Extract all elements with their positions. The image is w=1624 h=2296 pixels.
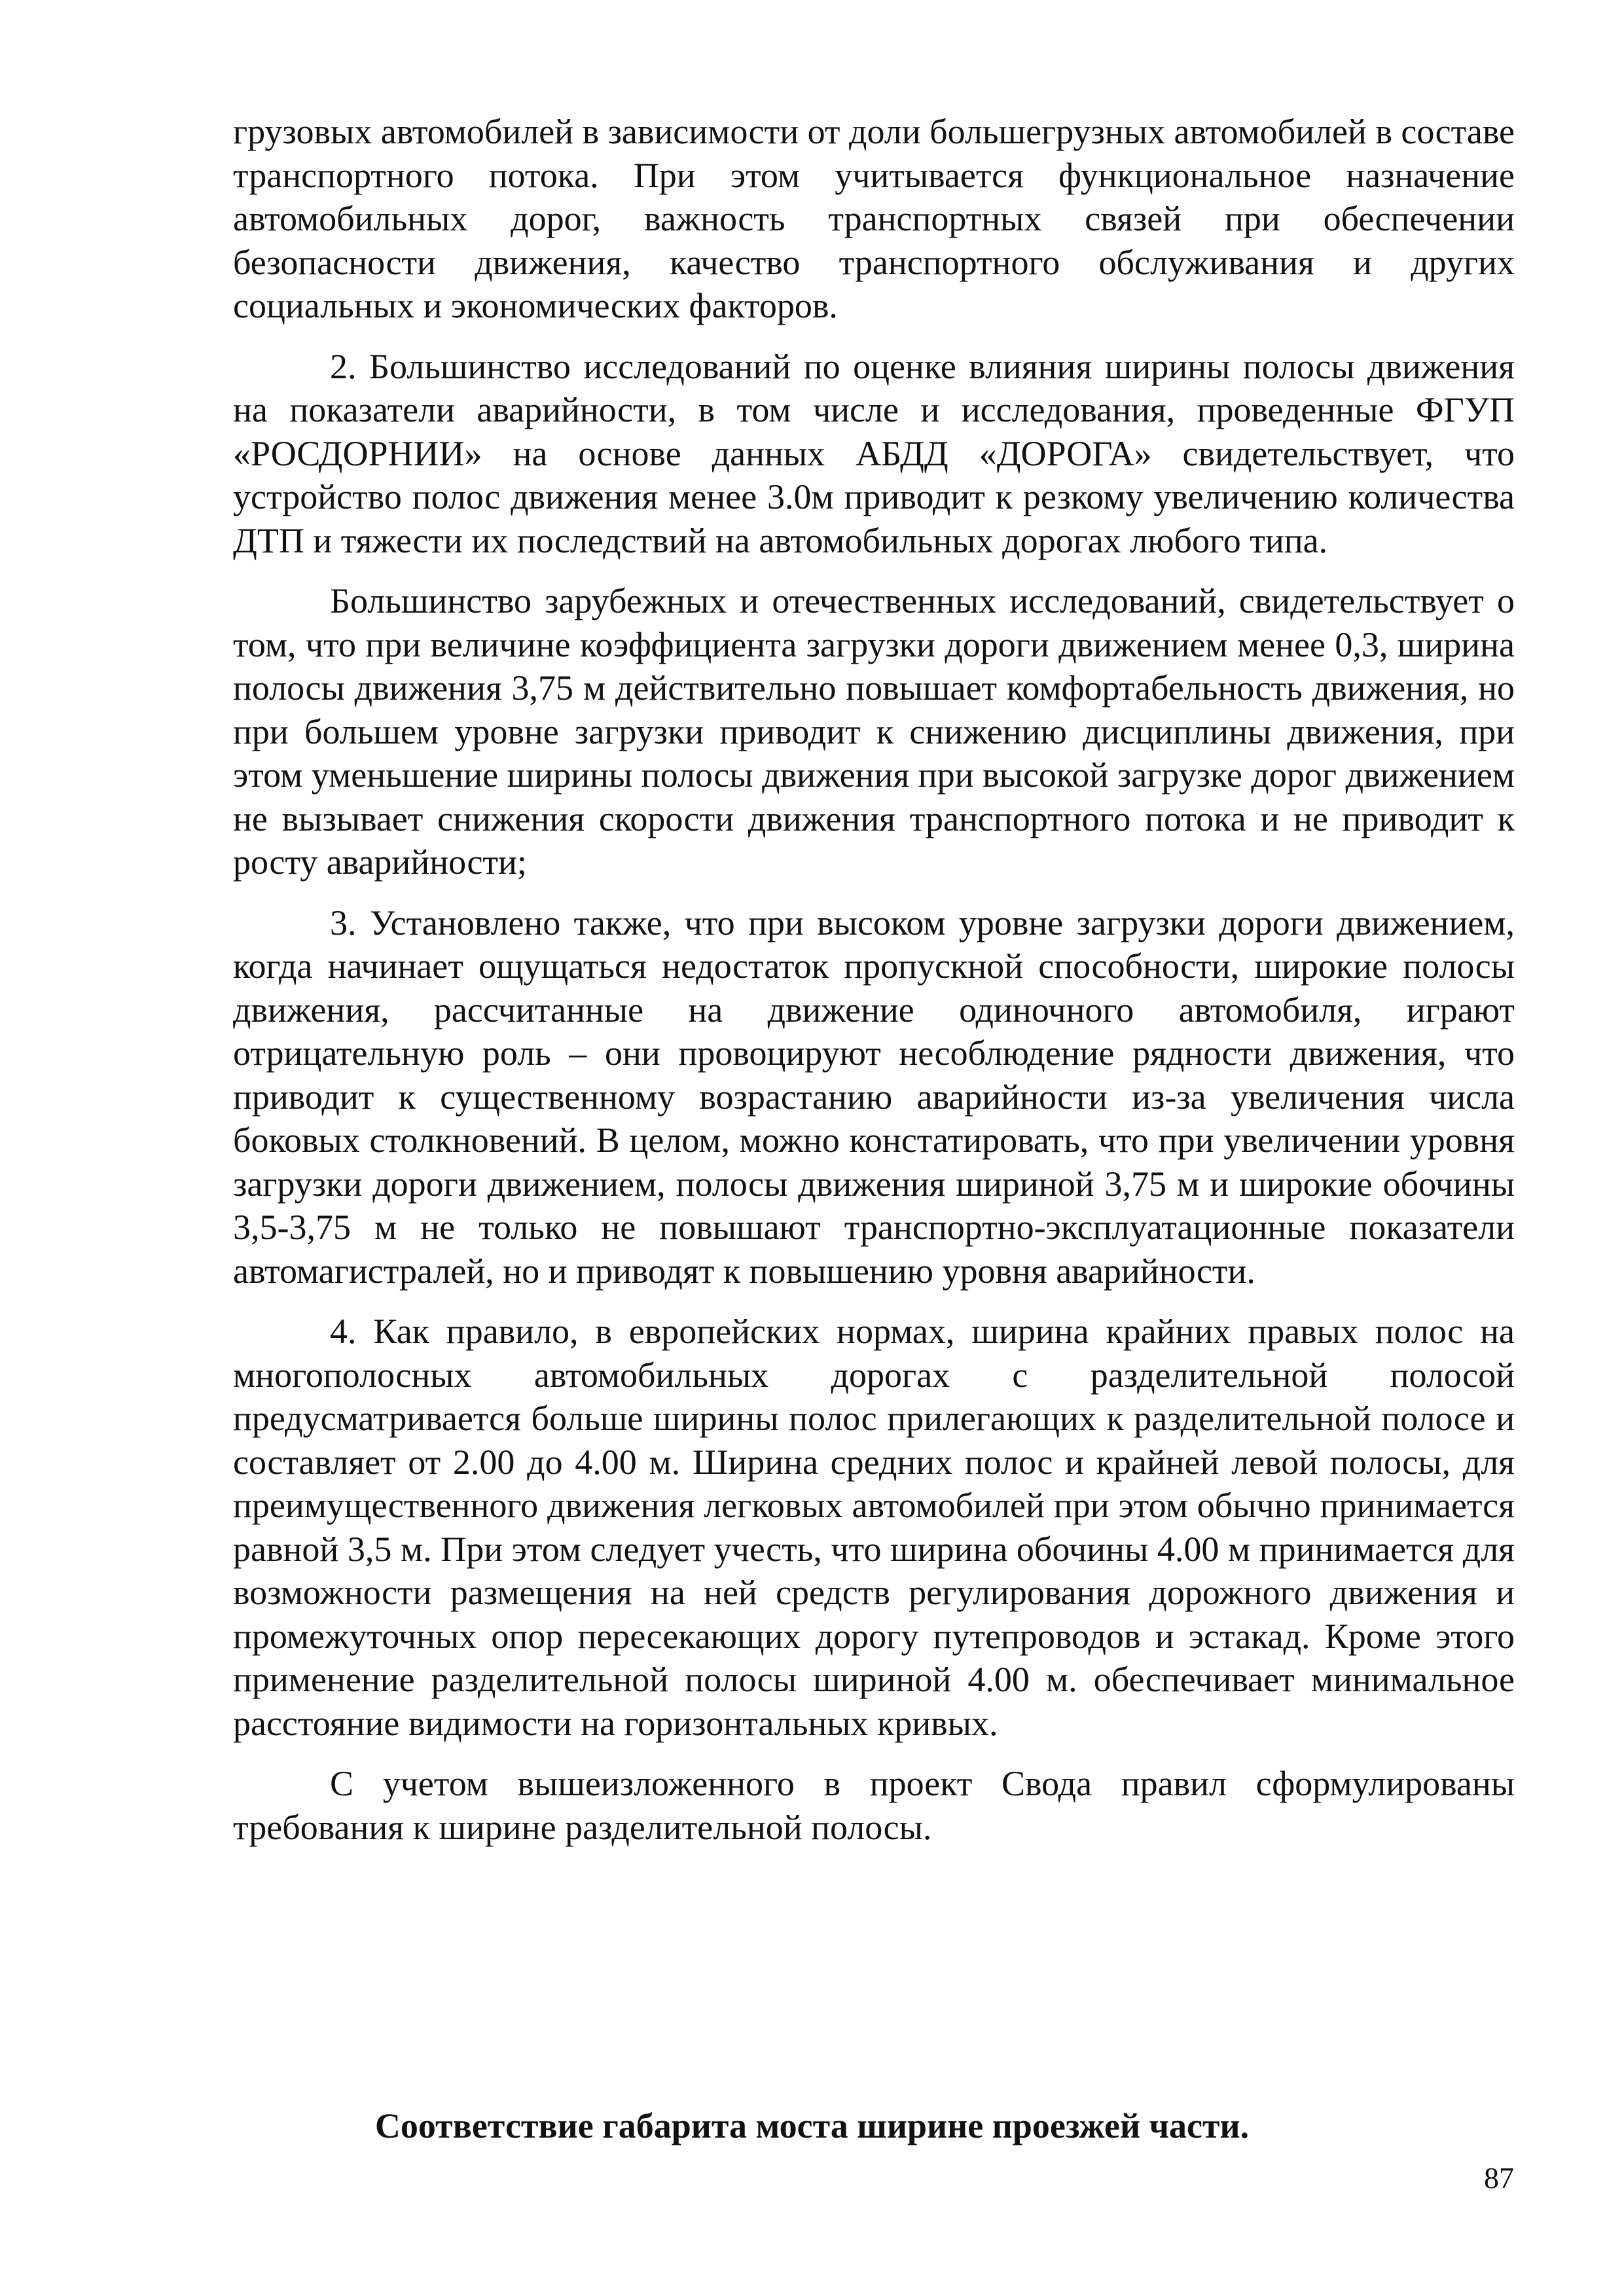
paragraph-conclusion: С учетом вышеизложенного в проект Свода правил сформулированы требования к ширине разделительной полосы.: [233, 1764, 1515, 1847]
paragraph-gap: [233, 328, 1515, 345]
page-number: 87: [1484, 2161, 1514, 2195]
paragraph-research-summary: Большинство зарубежных и отечественных исследований, свидетельствует о том, что при величине коэффициента загрузки дороги движением менее 0,3, ширина полосы движения 3,75 м действительно повышает комфортабельность движения, но при большем уровне загрузки приводит к снижению дисциплины движения, при этом уменьшение ширины полосы движения при высокой загрузке дорог движением не вызывает снижения скорости движения транспортного потока и не приводит к росту аварийности;: [233, 581, 1515, 882]
paragraph-gap: [233, 562, 1515, 579]
paragraph-gap: [233, 884, 1515, 901]
section-heading: Соответствие габарита моста ширине проезжей части.: [374, 2106, 1250, 2145]
paragraph-gap: [233, 1293, 1515, 1310]
paragraph-continuation: грузовых автомобилей в зависимости от доли большегрузных автомобилей в составе транспортного потока. При этом учитывается функциональное назначение автомобильных дорог, важность транспортных связей при обеспечении безопасности движения, качество транспортного обслуживания и других социальных и экономических факторов.: [233, 112, 1515, 325]
paragraph-item-4: 4. Как правило, в европейских нормах, ширина крайних правых полос на многополосных автомобильных дорогах с разделительной полосой предусматривается больше ширины полос прилегающих к разделительной полосе и составляет от 2.00 до 4.00 м. Ширина средних полос и крайней левой полосы, для преимущественного движения легковых автомобилей при этом обычно принимается равной 3,5 м. При этом следует учесть, что ширина обочины 4.00 м принимается для возможности размещения на ней средств регулирования дорожного движения и промежуточных опор пересекающих дорогу путепроводов и эстакад. Кроме этого применение разделительной полосы шириной 4.00 м. обеспечивает минимальное расстояние видимости на горизонтальных кривых.: [233, 1312, 1515, 1743]
paragraph-item-2: 2. Большинство исследований по оценке влияния ширины полосы движения на показатели аварийности, в том числе и исследования, проведенные ФГУП «РОСДОРНИИ» на основе данных АБДД «ДОРОГА» свидетельствует, что устройство полос движения менее 3.0м приводит к резкому увеличению количества ДТП и тяжести их последствий на автомобильных дорогах любого типа.: [233, 346, 1515, 560]
body-text: [233, 110, 1515, 1849]
paragraph-gap: [233, 1745, 1515, 1762]
paragraph-item-3: 3. Установлено также, что при высоком уровне загрузки дороги движением, когда начинает ощущаться недостаток пропускной способности, широкие полосы движения, рассчитанные на движение одиночного автомобиля, играют отрицательную роль – они провоцируют несоблюдение рядности движения, что приводит к существенному возрастанию аварийности из-за увеличения числа боковых столкновений. В целом, можно констатировать, что при увеличении уровня загрузки дороги движением, полосы движения шириной 3,75 м и широкие обочины 3,5-3,75 м не только не повышают транспортно-эксплуатационные показатели автомагистралей, но и приводят к повышению уровня аварийности.: [233, 903, 1515, 1291]
